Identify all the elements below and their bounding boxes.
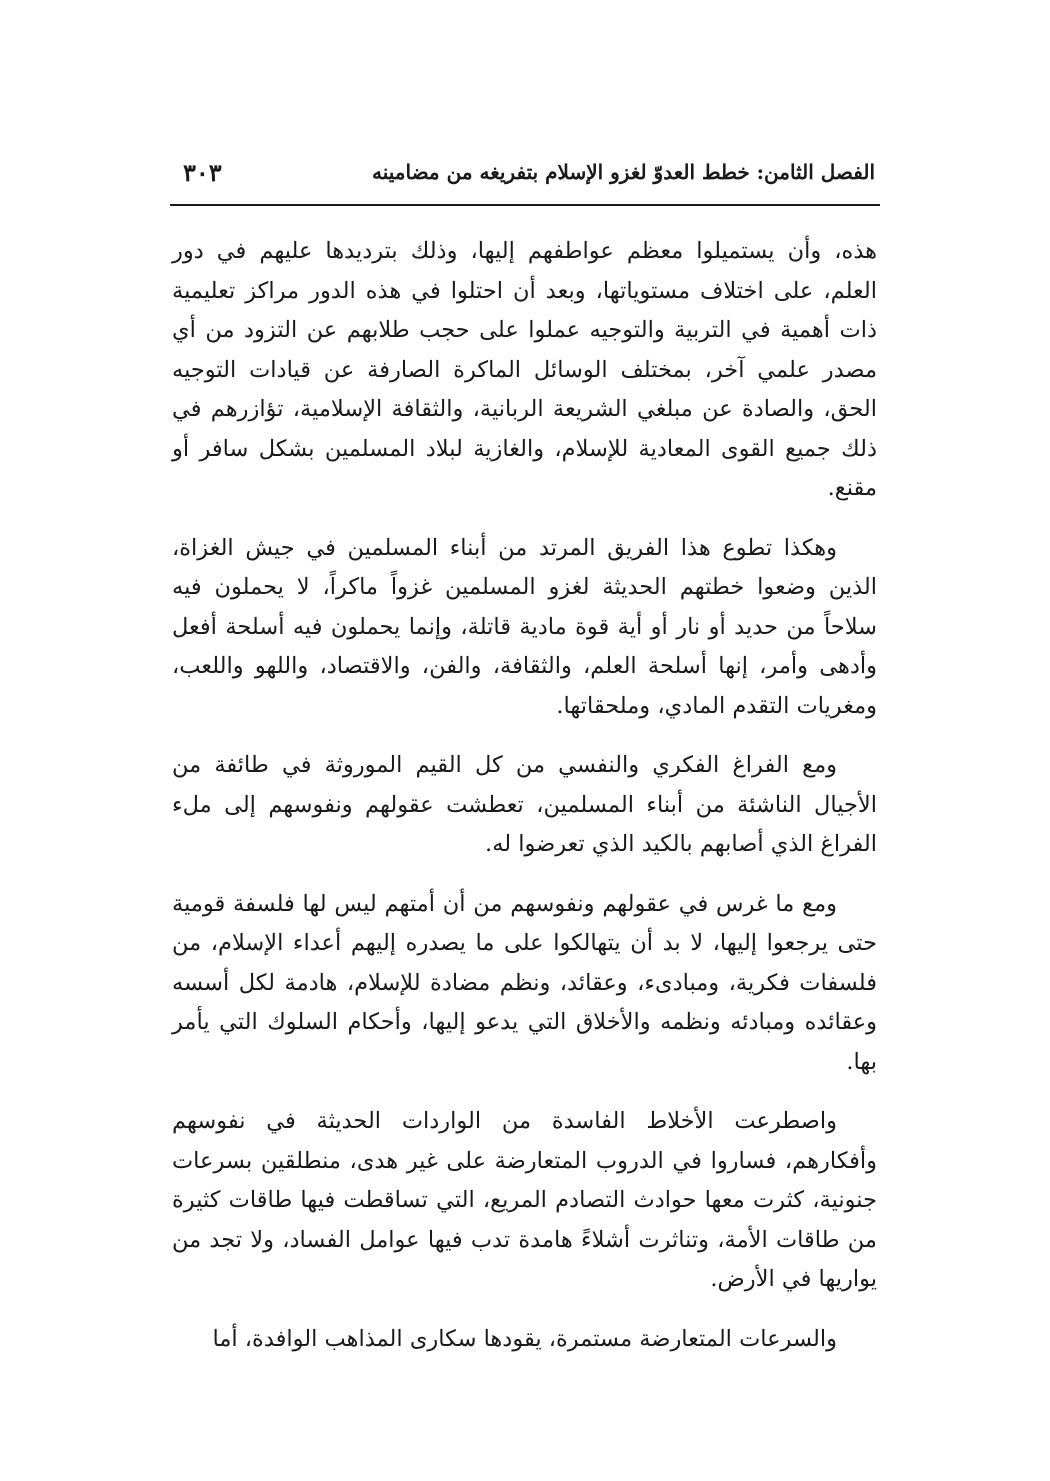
- running-header: [175, 160, 875, 200]
- paragraph: وهكذا تطوع هذا الفريق المرتد من أبناء المسلمين في جيش الغزاة، الذين وضعوا خطتهم الحديثة لغزو المسلمين غزواً ماكراً، لا يحملون فيه سلاحاً من حديد أو نار أو أية قوة مادية قاتلة، وإنما يحملون فيه أسلحة أفعل وأدهى وأمر، إنها أسلحة العلم، والثقافة، والفن، والاقتصاد، واللهو واللعب، ومغريات التقدم المادي، وملحقاتها.: [172, 534, 877, 719]
- body-text: [172, 232, 877, 1379]
- paragraph: ومع ما غرس في عقولهم ونفوسهم من أن أمتهم ليس لها فلسفة قومية حتى يرجعوا إليها، لا بد أن يتهالكوا على ما يصدره إليهم أعداء الإسلام، من فلسفات فكرية، ومبادىء، وعقائد، ونظم مضادة للإسلام، هادمة لكل أسسه وعقائده ومبادئه ونظمه والأخلاق التي يدعو إليها، وأحكام السلوك التي يأمر بها.: [172, 890, 877, 1075]
- page-number: ٣٠٣: [183, 158, 222, 187]
- paragraph: واصطرعت الأخلاط الفاسدة من الواردات الحديثة في نفوسهم وأفكارهم، فساروا في الدروب المتعارضة على غير هدى، منطلقين بسرعات جنونية، كثرت معها حوادث التصادم المريع، التي تساقطت فيها طاقات كثيرة من طاقات الأمة، وتناثرت أشلاءً هامدة تدب فيها عوامل الفساد، ولا تجد من يواريها في الأرض.: [172, 1108, 877, 1292]
- paragraph: هذه، وأن يستميلوا معظم عواطفهم إليها، وذلك بترديدها عليهم في دور العلم، على اختلاف مستوياتها، وبعد أن احتلوا في هذه الدور مراكز تعليمية ذات أهمية في التربية والتوجيه عملوا على حجب طلابهم عن التزود من أي مصدر علمي آخر، بمختلف الوسائل الماكرة الصارفة عن قيادات التوجيه الحق، والصادة عن مبلغي الشريعة الربانية، والثقافة الإسلامية، تؤازرهم في ذلك جميع القوى المعادية للإسلام، والغازية لبلاد المسلمين بشكل سافر أو مقنع.: [172, 238, 877, 501]
- header-divider: [170, 204, 880, 206]
- paragraph: ومع الفراغ الفكري والنفسي من كل القيم الموروثة في طائفة من الأجيال الناشئة من أبناء المسلمين، تعطشت عقولهم ونفوسهم إلى ملء الفراغ الذي أصابهم بالكيد الذي تعرضوا له.: [172, 752, 877, 857]
- chapter-title: الفصل الثامن: خطط العدوّ لغزو الإسلام بتفريغه من مضامينه: [371, 160, 875, 184]
- paragraph: والسرعات المتعارضة مستمرة، يقودها سكارى المذاهب الوافدة، أما: [212, 1325, 837, 1352]
